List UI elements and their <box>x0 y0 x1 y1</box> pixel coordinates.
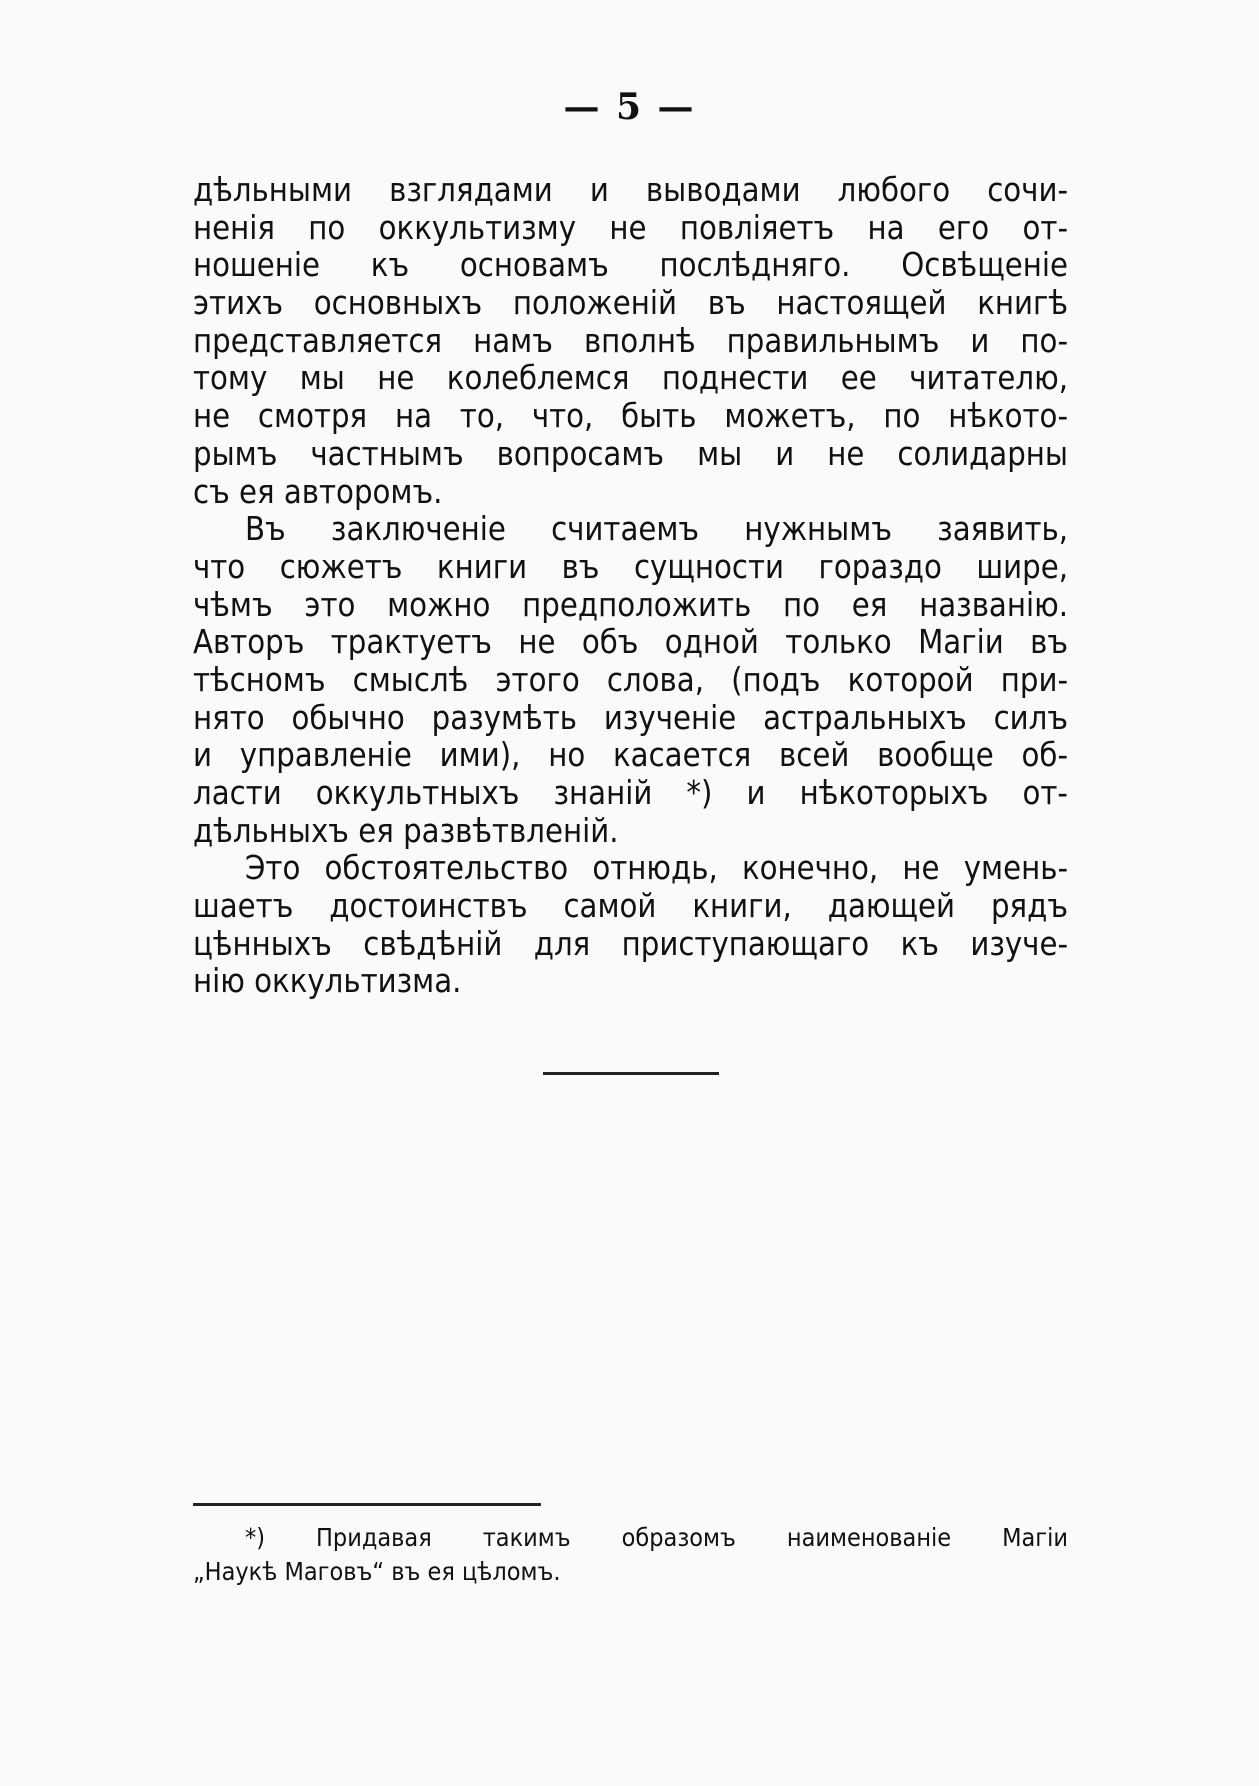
text-line: что сюжетъ книги въ сущности гораздо шире, <box>193 547 1068 586</box>
text-line: ласти оккультныхъ знаній *) и нѣкоторыхъ от- <box>193 774 1068 812</box>
footnote-rule <box>193 1503 541 1506</box>
footnote <box>193 1521 1068 1589</box>
text-line: тѣсномъ смыслѣ этого слова, (подъ которой при- <box>193 660 1068 699</box>
text-line: нію оккультизма. <box>193 962 462 1001</box>
text-line: шаетъ достоинствъ самой книги, дающей рядъ <box>193 887 1068 926</box>
text-line: представляется намъ вполнѣ правильнымъ и по- <box>193 321 1068 360</box>
footnote-line: *) Придавая такимъ образомъ наименованіе Магіи <box>245 1523 1068 1552</box>
text-line: Авторъ трактуетъ не объ одной только Магіи въ <box>193 623 1068 662</box>
text-line: чѣмъ это можно предположить по ея названію. <box>193 585 1068 624</box>
text-line: дѣльныхъ ея развѣтвленій. <box>193 811 619 850</box>
text-line: не смотря на то, что, быть можетъ, по нѣкото- <box>193 397 1068 436</box>
text-line: дѣльными взглядами и выводами любого сочи- <box>193 171 1068 209</box>
text-line: съ ея авторомъ. <box>193 472 443 511</box>
text-line: ношеніе къ основамъ послѣдняго. Освѣщеніе <box>193 246 1068 285</box>
text-line: Въ заключеніе считаемъ нужнымъ заявить, <box>245 510 1068 549</box>
page-number: — 5 — <box>563 86 696 128</box>
text-line: тому мы не колеблемся поднести ее читателю, <box>193 359 1068 398</box>
text-line: нято обычно разумѣть изученіе астральныхъ силъ <box>193 698 1068 737</box>
text-line: этихъ основныхъ положеній въ настоящей книгѣ <box>193 284 1068 323</box>
section-separator <box>543 1072 719 1075</box>
text-line: цѣнныхъ свѣдѣній для приступающаго къ изуче- <box>193 924 1068 963</box>
text-line: и управленіе ими), но касается всей вообще об- <box>193 736 1068 775</box>
text-line: ненія по оккультизму не повліяетъ на его от- <box>193 208 1068 247</box>
text-line: Это обстоятельство отнюдь, конечно, не умень- <box>245 849 1068 888</box>
main-text <box>193 172 1068 1001</box>
footnote-line: „Наукѣ Маговъ“ въ ея цѣломъ. <box>193 1557 561 1586</box>
text-line: рымъ частнымъ вопросамъ мы и не солидарны <box>193 434 1068 473</box>
